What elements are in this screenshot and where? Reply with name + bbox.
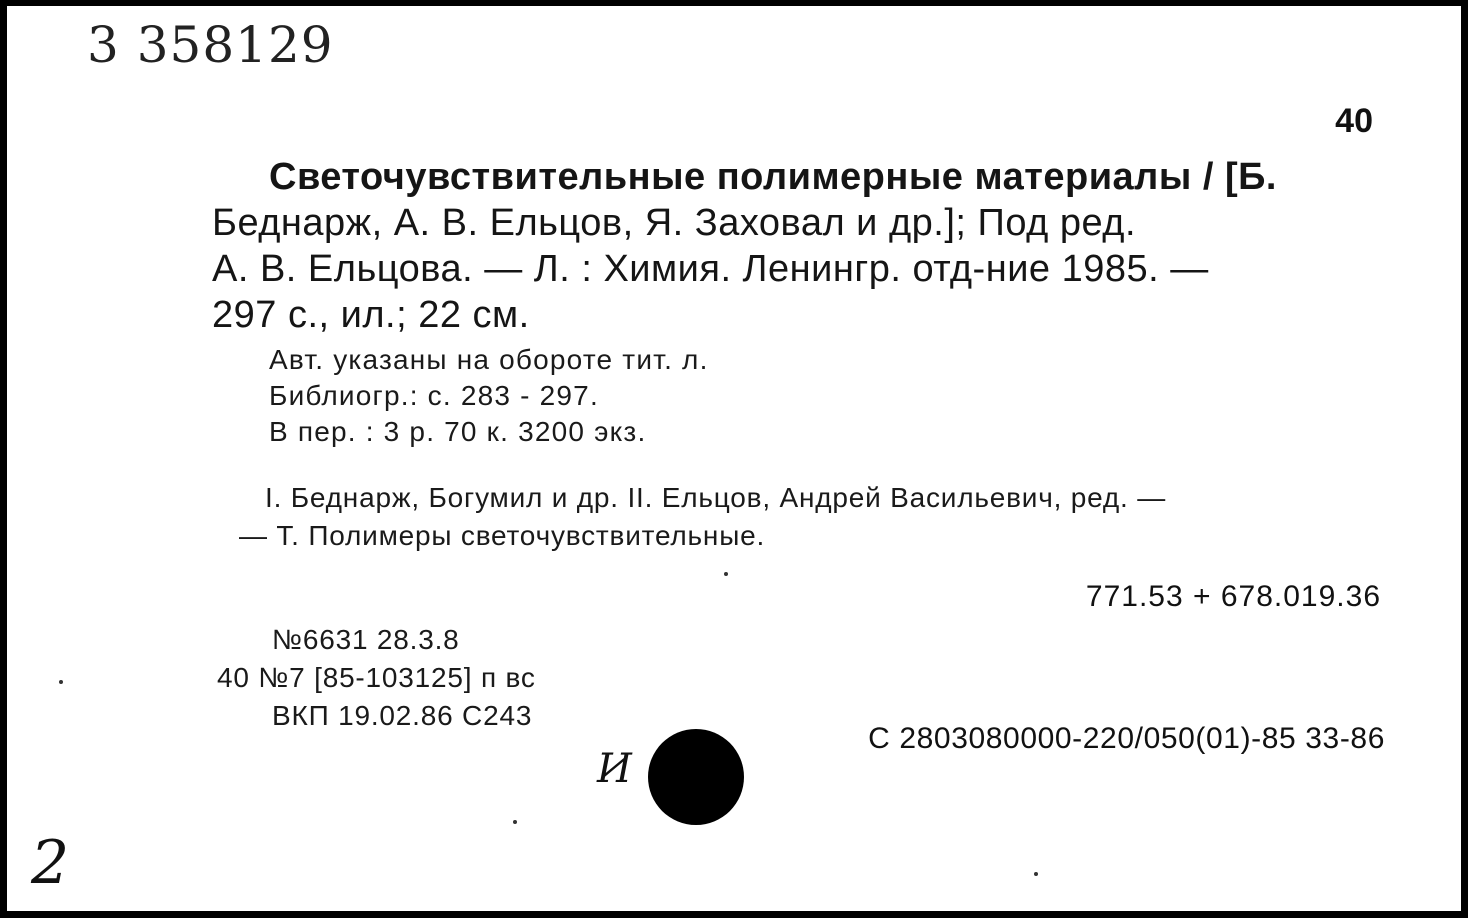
speck bbox=[59, 680, 63, 684]
body-line-1: Светочувствительные полимерные материалы / [Б. bbox=[269, 156, 1277, 198]
speck bbox=[513, 820, 517, 824]
note-authors: Авт. указаны на обороте тит. л. bbox=[269, 344, 709, 375]
note-bibliography: Библиогр.: с. 283 - 297. bbox=[269, 380, 599, 411]
speck bbox=[1034, 872, 1038, 876]
tracing-line-2: — Т. Полимеры светочувствительные. bbox=[239, 520, 766, 551]
class-number: 40 bbox=[1335, 102, 1373, 140]
ink-blot bbox=[648, 729, 744, 825]
accession-line-2: 40 №7 [85-103125] п вс bbox=[217, 662, 536, 693]
speck bbox=[724, 572, 728, 576]
body-line-3: А. В. Ельцова. — Л. : Химия. Ленингр. отд-ние 1985. — bbox=[212, 248, 1209, 290]
isbn-line: С 2803080000-220/050(01)-85 33-86 bbox=[868, 722, 1385, 755]
body-line-4: 297 с., ил.; 22 см. bbox=[212, 294, 530, 336]
body-line-2: Беднарж, А. В. Ельцов, Я. Заховал и др.]; Под ред. bbox=[212, 202, 1137, 244]
catalog-card bbox=[7, 6, 1461, 911]
udc-index: 771.53 + 678.019.36 bbox=[1085, 580, 1381, 613]
tracing-line-1: I. Беднарж, Богумил и др. II. Ельцов, Андрей Васильевич, ред. — bbox=[265, 482, 1167, 513]
accession-line-3: ВКП 19.02.86 С243 bbox=[272, 700, 533, 731]
note-price: В пер. : 3 р. 70 к. 3200 экз. bbox=[269, 416, 647, 447]
handwritten-mark: И bbox=[597, 746, 632, 792]
inventory-stamp: 3 358129 bbox=[87, 16, 334, 74]
accession-line-1: №6631 28.3.8 bbox=[272, 624, 460, 655]
corner-handwritten-number: 2 bbox=[31, 828, 70, 898]
